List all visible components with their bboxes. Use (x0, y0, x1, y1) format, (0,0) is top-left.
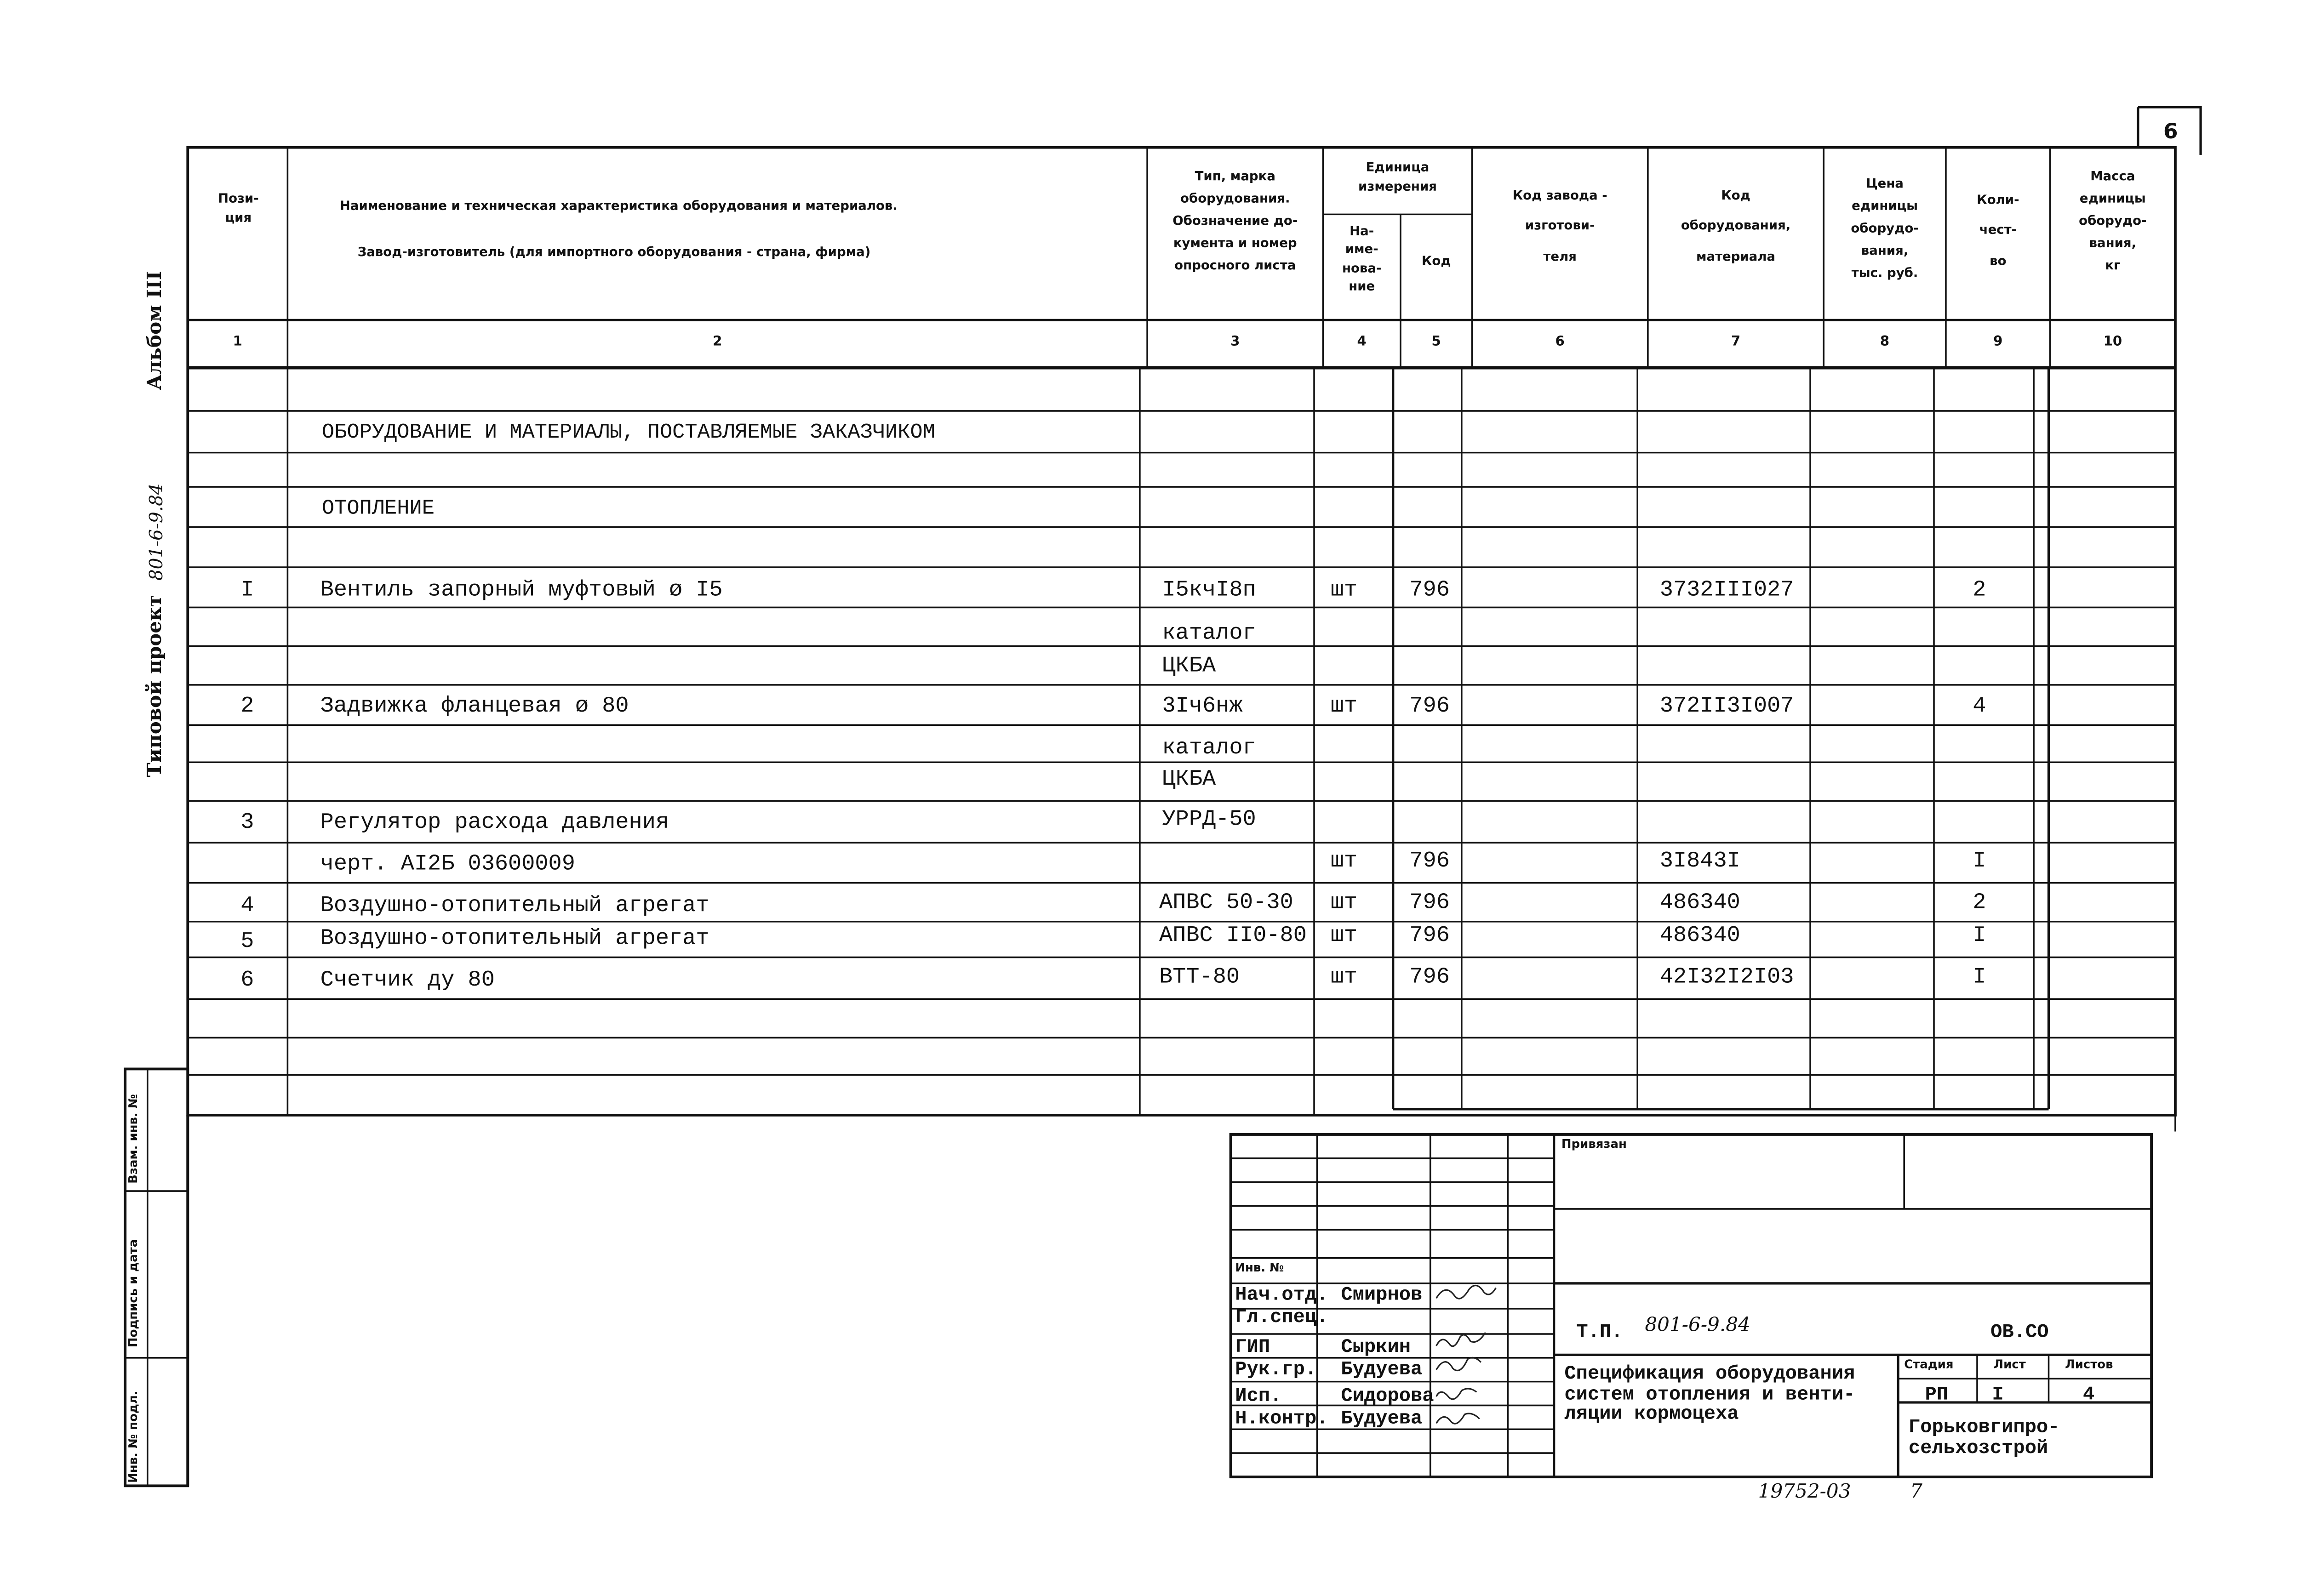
signature-scribbles (1436, 1285, 1496, 1424)
row-name: Счетчик ду 80 (320, 968, 495, 993)
header-unit-name: На- име- нова- ние (1342, 225, 1382, 295)
row-unit: шт (1330, 577, 1358, 603)
row-type: АПВС 50-30 (1159, 890, 1293, 916)
col-number: 2 (713, 335, 722, 350)
section-title: ОБОРУДОВАНИЕ И МАТЕРИАЛЫ, ПОСТАВЛЯЕМЫЕ ЗАКАЗЧИКОМ (321, 421, 935, 445)
header-quantity: Коли- чест- во (1977, 194, 2019, 269)
row-unit: шт (1330, 694, 1358, 719)
row-unit-code: 796 (1409, 577, 1450, 603)
row-quantity: I (1973, 923, 1986, 949)
header-position: Пози- ция (218, 192, 259, 227)
row-name: Регулятор расхода давления (320, 809, 669, 835)
document-mark: ОВ.СО (1990, 1320, 2049, 1343)
col-number: 4 (1357, 335, 1367, 350)
header-type: Тип, марка оборудования. Обозначение до- кумента и номер опросного листа (1172, 170, 1298, 274)
tied-label: Привязан (1561, 1137, 1627, 1151)
sheet-number: 6 (2163, 120, 2178, 145)
header-mass: Масса единицы оборудо- вания, кг (2079, 170, 2147, 274)
archive-page: 7 (1910, 1481, 1923, 1504)
header-factory-code: Код завода - изготови- теля (1512, 189, 1607, 265)
row-type: ЦКБА (1162, 766, 1216, 792)
row-position: I (240, 577, 254, 603)
stage-label: Стадия (1904, 1357, 1954, 1371)
header-unit: Единица измерения (1358, 160, 1437, 195)
role-name: Сидорова (1341, 1385, 1434, 1407)
organization: Горьковгипро- сельхозстрой (1908, 1416, 2060, 1459)
row-position: 3 (240, 809, 254, 835)
role-label: Рук.гр. (1235, 1357, 1317, 1380)
album-label: Альбом III (144, 271, 167, 390)
col-number: 9 (1993, 335, 2003, 350)
signature-date-label: Подпись и дата (126, 1239, 140, 1348)
row-name: Воздушно-отопительный агрегат (320, 926, 709, 952)
project-label: Типовой проект (144, 595, 167, 777)
role-label: Н.контр. (1235, 1407, 1328, 1430)
role-label: Гл.спец. (1235, 1305, 1328, 1328)
row-quantity: I (1973, 849, 1986, 874)
header-name-line2: Завод-изготовитель (для импортного оборудования - страна, фирма) (357, 245, 871, 261)
col-number: 7 (1731, 335, 1741, 350)
row-equipment-code: 3732III027 (1659, 577, 1794, 603)
header-equipment-code: Код оборудования, материала (1681, 189, 1791, 265)
row-position: 4 (240, 893, 254, 919)
stage-value: РП (1925, 1383, 1949, 1406)
row-unit: шт (1330, 964, 1358, 990)
row-equipment-code: 372II3I007 (1659, 694, 1794, 719)
row-quantity: 4 (1973, 694, 1986, 719)
row-type: УРРД-50 (1162, 807, 1256, 832)
row-unit-code: 796 (1409, 923, 1450, 949)
row-unit-code: 796 (1409, 849, 1450, 874)
row-type: ЦКБА (1162, 653, 1216, 679)
role-name: Будуева (1341, 1357, 1423, 1380)
row-type: АПВС II0-80 (1159, 923, 1307, 949)
row-quantity: 2 (1973, 577, 1986, 603)
row-equipment-code: 486340 (1659, 890, 1740, 916)
row-position: 2 (240, 694, 254, 719)
row-type: 3Iч6нж (1162, 694, 1243, 719)
col-number: 10 (2103, 335, 2122, 350)
header-unit-code: Код (1421, 254, 1451, 270)
row-name: Вентиль запорный муфтовый ø I5 (320, 577, 723, 603)
row-type: I5кчI8п (1162, 577, 1256, 603)
row-type: каталог (1162, 735, 1256, 761)
original-inventory-label: Инв. № подл. (126, 1391, 140, 1483)
row-name: Воздушно-отопительный агрегат (320, 893, 709, 919)
row-unit-code: 796 (1409, 964, 1450, 990)
header-name-line1: Наименование и техническая характеристика оборудования и материалов. (339, 200, 898, 215)
header-price: Цена единицы оборудо- вания, тыс. руб. (1851, 177, 1919, 281)
project-code-side: 801-6-9.84 (146, 483, 167, 581)
col-number: 1 (233, 335, 242, 350)
row-position: 5 (240, 929, 254, 955)
row-equipment-code: 3I843I (1659, 849, 1740, 874)
col-number: 5 (1431, 335, 1441, 350)
row-unit: шт (1330, 849, 1358, 874)
sheet-label: Лист (1993, 1357, 2026, 1371)
row-unit-code: 796 (1409, 890, 1450, 916)
role-name: Смирнов (1341, 1283, 1423, 1306)
row-equipment-code: 42I32I2I03 (1659, 964, 1794, 990)
sheets-value: 4 (2083, 1383, 2095, 1406)
col-number: 6 (1555, 335, 1565, 350)
row-equipment-code: 486340 (1659, 923, 1740, 949)
replacement-inventory-label: Взам. инв. № (126, 1094, 140, 1184)
row-name: черт. AI2Б 03600009 (320, 851, 575, 877)
row-unit: шт (1330, 923, 1358, 949)
subsection-title: ОТОПЛЕНИЕ (321, 497, 435, 521)
row-unit-code: 796 (1409, 694, 1450, 719)
sheet-value: I (1992, 1383, 2004, 1406)
row-unit: шт (1330, 890, 1358, 916)
row-name: Задвижка фланцевая ø 80 (320, 694, 629, 719)
row-type: каталог (1162, 621, 1256, 646)
role-label: ГИП (1235, 1335, 1270, 1358)
role-name: Сыркин (1341, 1335, 1411, 1358)
role-label: Нач.отд. (1235, 1283, 1328, 1306)
row-type: ВТТ-80 (1159, 964, 1240, 990)
row-quantity: I (1973, 964, 1986, 990)
col-number: 3 (1230, 335, 1240, 350)
sheets-label: Листов (2065, 1357, 2113, 1371)
document-code: 801-6-9.84 (1645, 1314, 1750, 1337)
col-number: 8 (1880, 335, 1890, 350)
row-quantity: 2 (1973, 890, 1986, 916)
document-description: Спецификация оборудования систем отопления и венти- ляции кормоцеха (1564, 1362, 1855, 1425)
document-label: Т.П. (1576, 1320, 1623, 1343)
inventory-number-label: Инв. № (1235, 1261, 1284, 1275)
archive-number: 19752-03 (1758, 1481, 1851, 1504)
role-label: Исп. (1235, 1385, 1282, 1407)
role-name: Будуева (1341, 1407, 1423, 1430)
row-position: 6 (240, 968, 254, 993)
